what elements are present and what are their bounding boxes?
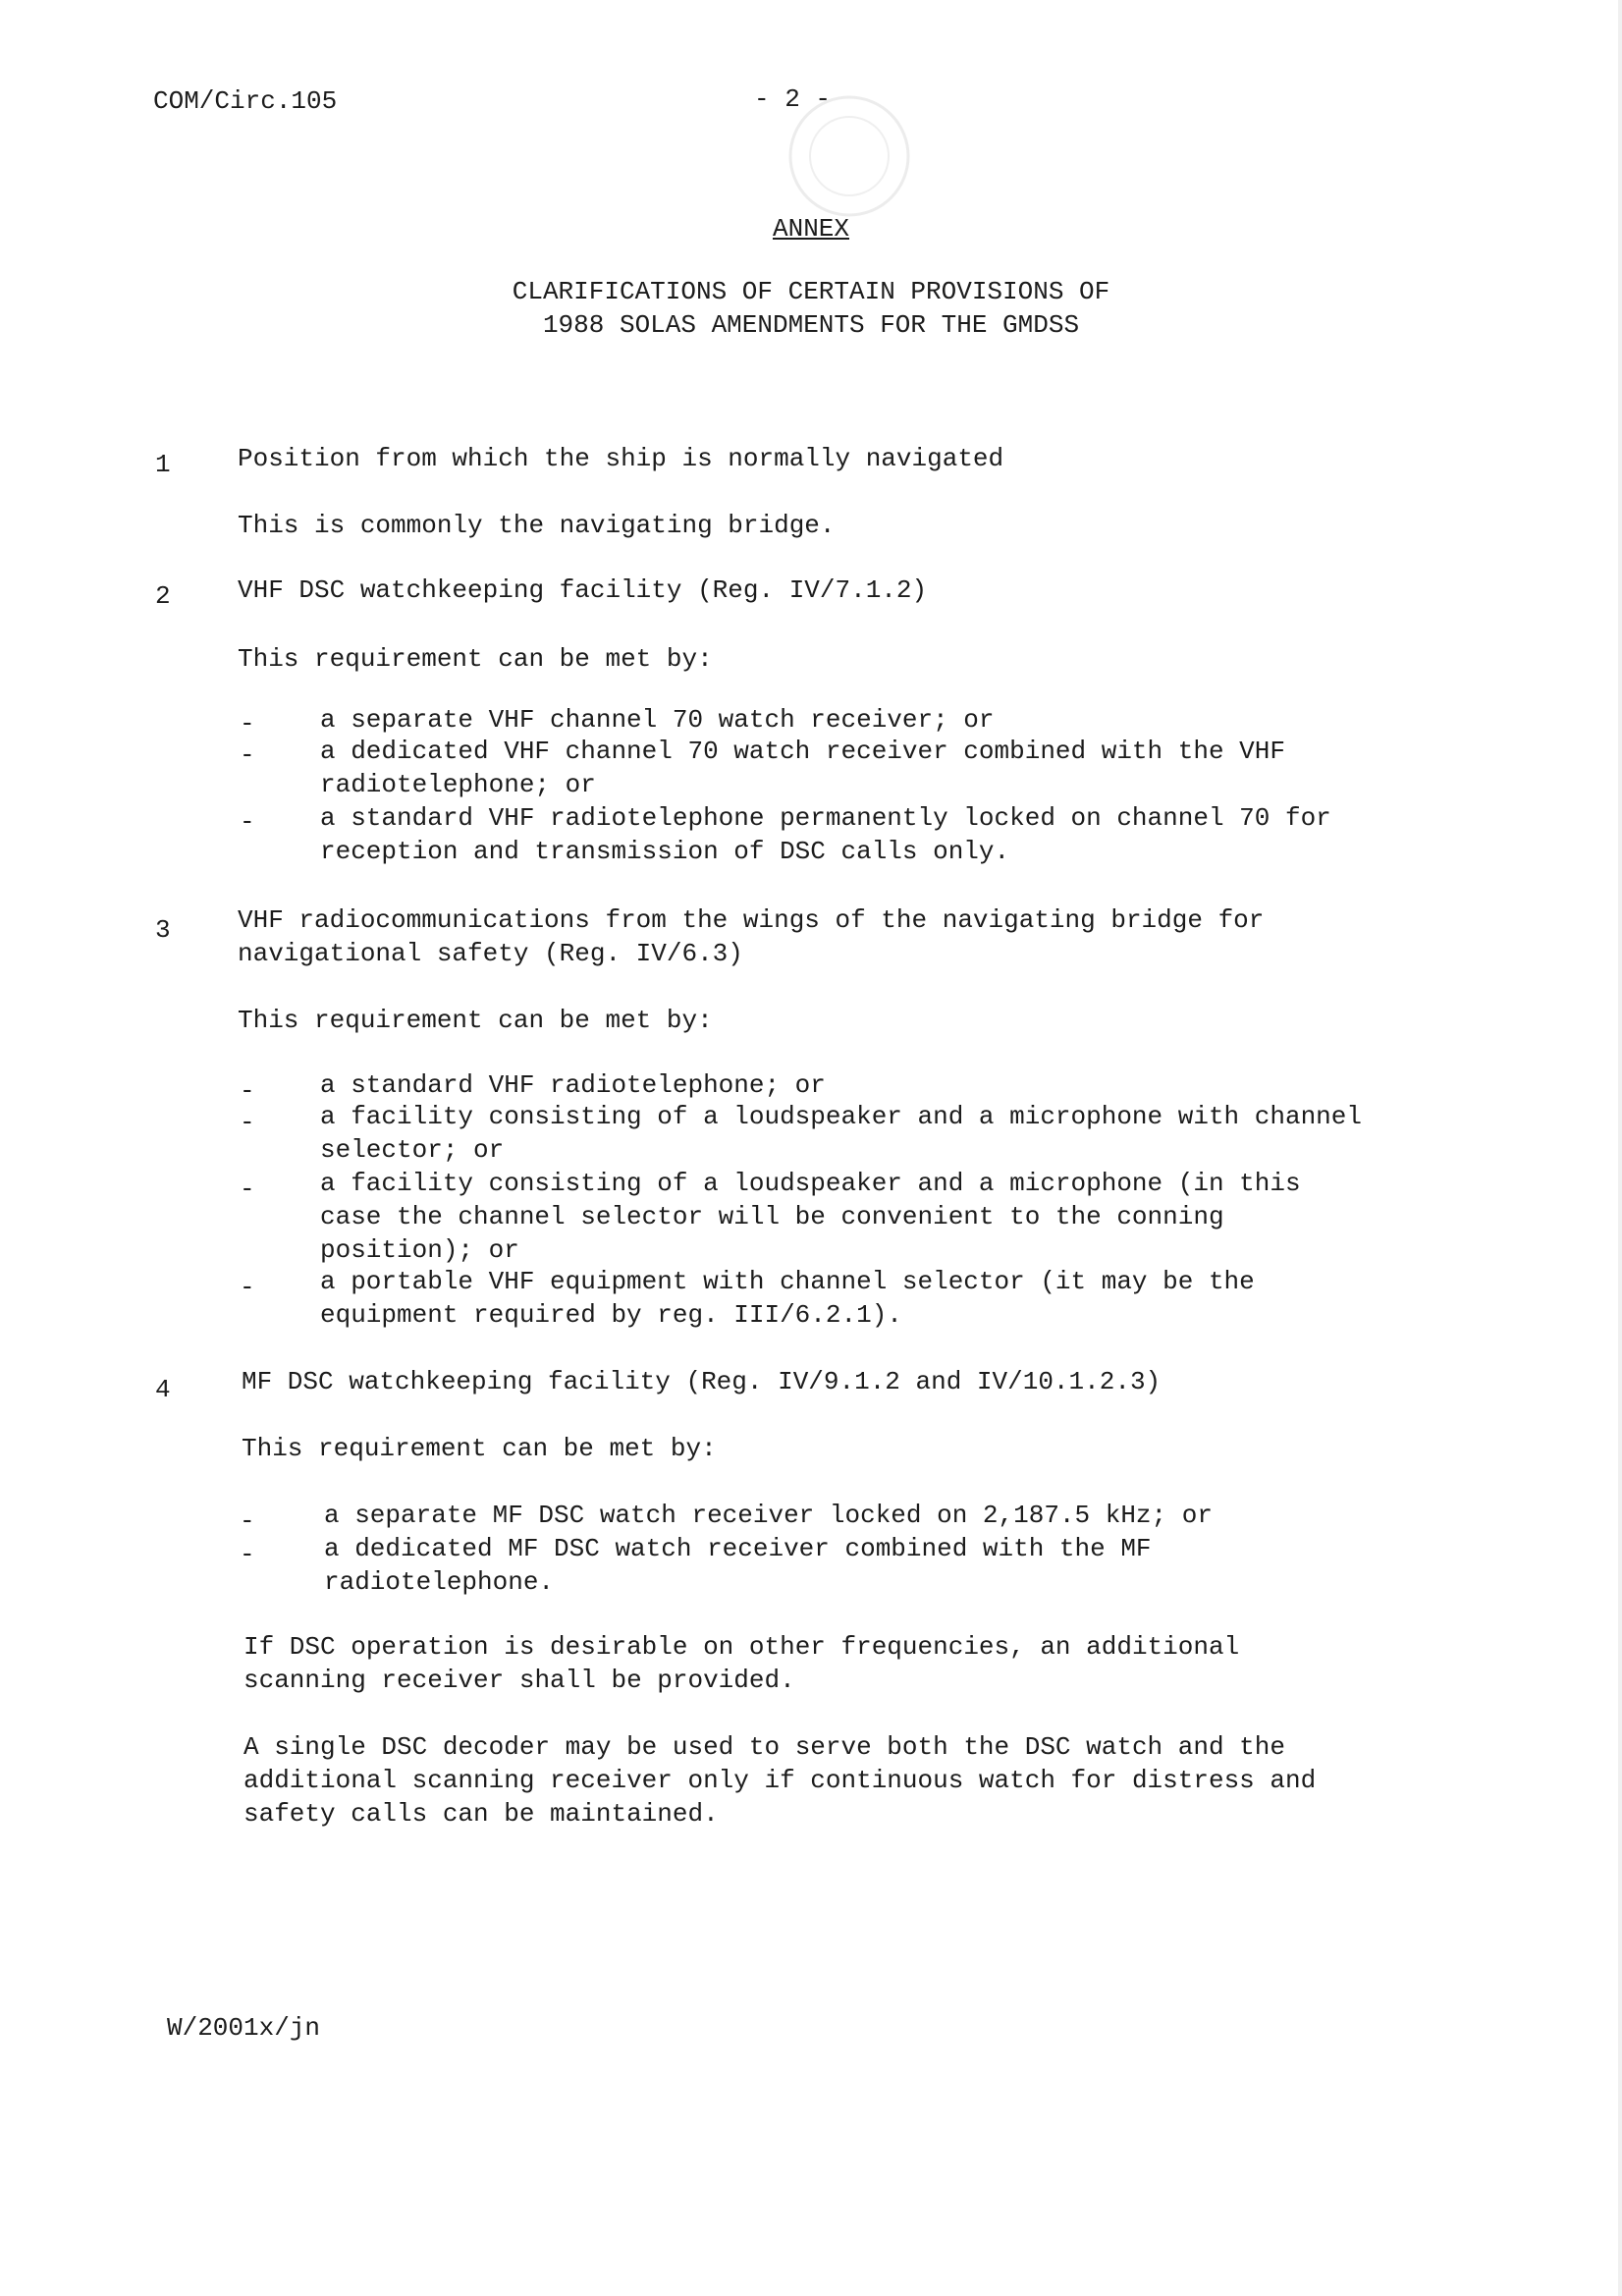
list-dash: -: [240, 1175, 255, 1204]
list-dash: -: [240, 1540, 255, 1569]
section-intro: This requirement can be met by:: [242, 1434, 717, 1463]
paragraph-continued: additional scanning receiver only if continuous watch for distress and: [243, 1766, 1317, 1795]
list-item: a facility consisting of a loudspeaker and a microphone with channel: [320, 1102, 1362, 1131]
section-intro: This requirement can be met by:: [238, 1006, 713, 1035]
list-dash: -: [240, 1273, 255, 1302]
paragraph: A single DSC decoder may be used to serve both the DSC watch and the: [243, 1732, 1285, 1762]
list-dash: -: [240, 807, 255, 837]
list-item-continued: radiotelephone; or: [320, 770, 596, 799]
section-number: 2: [155, 581, 171, 611]
list-item-continued: reception and transmission of DSC calls only.: [320, 837, 1010, 866]
section-heading: VHF DSC watchkeeping facility (Reg. IV/7.1.2): [238, 575, 928, 605]
page-edge: [1618, 0, 1622, 2296]
paragraph: If DSC operation is desirable on other frequencies, an additional: [243, 1632, 1240, 1662]
section-number: 4: [155, 1375, 171, 1404]
imo-seal-icon: [776, 82, 923, 230]
list-item: a dedicated MF DSC watch receiver combined with the MF: [324, 1534, 1152, 1563]
list-item: a separate VHF channel 70 watch receiver; or: [320, 705, 995, 735]
list-item: a portable VHF equipment with channel selector (it may be the: [320, 1267, 1255, 1296]
annex-title-line1: CLARIFICATIONS OF CERTAIN PROVISIONS OF: [512, 277, 1110, 306]
list-item: a separate MF DSC watch receiver locked on 2,187.5 kHz; or: [324, 1501, 1213, 1530]
list-dash: -: [240, 740, 255, 770]
list-dash: -: [240, 1506, 255, 1536]
annex-label: ANNEX: [772, 214, 849, 244]
list-item-continued: position); or: [320, 1235, 519, 1265]
paragraph-continued: scanning receiver shall be provided.: [243, 1666, 795, 1695]
list-item-continued: selector; or: [320, 1135, 505, 1165]
page-number: - 2 -: [754, 84, 832, 114]
list-item: a dedicated VHF channel 70 watch receiver combined with the VHF: [320, 737, 1285, 766]
list-item-continued: radiotelephone.: [324, 1567, 555, 1597]
list-item-continued: equipment required by reg. III/6.2.1).: [320, 1300, 902, 1330]
document-reference: COM/Circ.105: [153, 86, 338, 116]
section-intro: This requirement can be met by:: [238, 644, 713, 674]
list-item: a facility consisting of a loudspeaker and a microphone (in this: [320, 1169, 1301, 1198]
footer-code: W/2001x/jn: [167, 2013, 321, 2043]
section-number: 3: [155, 915, 171, 945]
section-body: This is commonly the navigating bridge.: [238, 511, 836, 540]
list-item: a standard VHF radiotelephone; or: [320, 1070, 826, 1100]
section-heading: MF DSC watchkeeping facility (Reg. IV/9.1.2 and IV/10.1.2.3): [242, 1367, 1162, 1396]
list-dash: -: [240, 1076, 255, 1106]
list-dash: -: [240, 1108, 255, 1137]
list-item: a standard VHF radiotelephone permanently locked on channel 70 for: [320, 803, 1331, 833]
section-heading-continued: navigational safety (Reg. IV/6.3): [238, 939, 743, 968]
section-number: 1: [155, 450, 171, 479]
annex-title-line2: 1988 SOLAS AMENDMENTS FOR THE GMDSS: [542, 310, 1080, 340]
paragraph-continued: safety calls can be maintained.: [243, 1799, 719, 1829]
section-heading: Position from which the ship is normally navigated: [238, 444, 1004, 473]
list-dash: -: [240, 709, 255, 738]
section-heading: VHF radiocommunications from the wings of the navigating bridge for: [238, 905, 1265, 935]
list-item-continued: case the channel selector will be convenient to the conning: [320, 1202, 1224, 1231]
